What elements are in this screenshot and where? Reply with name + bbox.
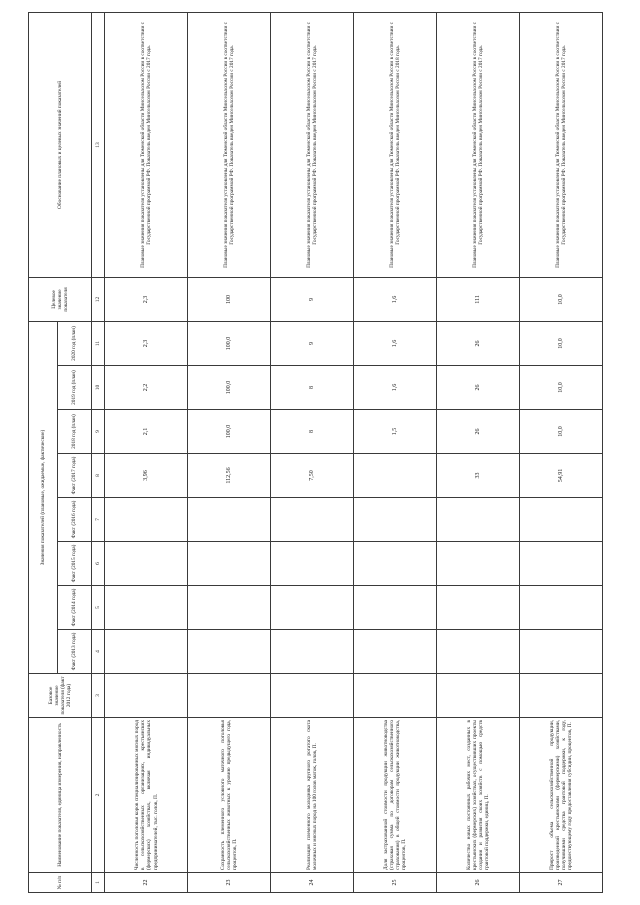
fact-2013 <box>354 630 437 674</box>
table-row <box>188 12 271 892</box>
fact-2015 <box>354 542 437 586</box>
fact-2017: 33 <box>437 454 520 498</box>
row-number: 26 <box>437 873 520 893</box>
fact-2017 <box>354 454 437 498</box>
table-row <box>354 12 437 892</box>
base-value <box>271 674 354 718</box>
column-index: 9 <box>92 410 105 454</box>
fact-2017: 3,96 <box>105 454 188 498</box>
row-number: 24 <box>271 873 354 893</box>
header-year: Факт (2017 года) <box>57 454 91 498</box>
target-value: 100 <box>188 277 271 321</box>
fact-2015 <box>520 542 603 586</box>
indicator-name: Сохранность племенного условного маточного поголовья сельскохозяйственных животных к уровню предыдущего года, процентов, П. <box>188 718 271 873</box>
row-number: 25 <box>354 873 437 893</box>
indicator-name: Численность поголовья коров специализированных мясных пород в сельскохозяйственных организациях, крестьянских (фермерских) хозяйствах, включая индивидуальных предпринимателей, тыс. голов, П. <box>105 718 188 873</box>
plan-2019: 2,2 <box>105 366 188 410</box>
base-value <box>520 674 603 718</box>
plan-2020: 1,6 <box>354 321 437 365</box>
base-value <box>188 674 271 718</box>
base-value <box>105 674 188 718</box>
fact-2016 <box>354 498 437 542</box>
fact-2016 <box>520 498 603 542</box>
target-value: 1,6 <box>354 277 437 321</box>
target-value: 2,3 <box>105 277 188 321</box>
target-value: 9 <box>271 277 354 321</box>
column-index: 4 <box>92 630 105 674</box>
column-index: 3 <box>92 674 105 718</box>
basis-text: Плановые значения показателя установлены для Тюменской области Минсельхозом России в соответствии с Государственной программой РФ. Показатель введен Минсельхозом России с 2017 года. <box>188 12 271 277</box>
plan-2020: 9 <box>271 321 354 365</box>
indicator-name: Реализация племенного молодняка крупного рогатого скота молочных и мясных пород на 100 голов маток, голов, П. <box>271 718 354 873</box>
target-value: 10,0 <box>520 277 603 321</box>
header-year: Факт (2014 года) <box>57 586 91 630</box>
header-target: Целевое значение показателя <box>29 277 92 321</box>
base-value <box>437 674 520 718</box>
fact-2014 <box>437 586 520 630</box>
header-year: Факт (2015 года) <box>57 542 91 586</box>
header-basis: Обоснование плановых и целевых значений показателей <box>29 12 92 277</box>
header-row-1 <box>29 12 58 892</box>
header-values-group: Значения показателей (плановые, ожидаемые, фактические) <box>29 321 58 673</box>
fact-2014 <box>271 586 354 630</box>
plan-2020: 2,3 <box>105 321 188 365</box>
table-row <box>271 12 354 892</box>
column-index: 6 <box>92 542 105 586</box>
column-index: 13 <box>92 12 105 277</box>
basis-text: Плановые значения показателя установлены для Тюменской области Минсельхозом России в соответствии с Государственной программой РФ. Показатель введен Минсельхозом России с 2017 года. <box>520 12 603 277</box>
basis-text: Плановые значения показателя установлены для Тюменской области Минсельхозом России в соответствии с Государственной программой РФ. Показатель введен Минсельхозом России с 2017 года. <box>437 12 520 277</box>
column-index: 1 <box>92 873 105 893</box>
indicator-name: Доля застрахованной стоимости продукции животноводства (страховая сумма по договорам сельскохозяйственного страхования) в общей стоимости продукции животноводства, процентов, П. <box>354 718 437 873</box>
fact-2015 <box>188 542 271 586</box>
fact-2013 <box>271 630 354 674</box>
basis-text: Плановые значения показателя установлены для Тюменской области Минсельхозом России в соответствии с Государственной программой РФ. Показатель введен Минсельхозом России с 2018 года. <box>354 12 437 277</box>
target-value: 111 <box>437 277 520 321</box>
plan-2019: 8 <box>271 366 354 410</box>
plan-2019: 1,6 <box>354 366 437 410</box>
fact-2013 <box>105 630 188 674</box>
column-index-row <box>92 12 105 892</box>
row-number: 27 <box>520 873 603 893</box>
column-index: 12 <box>92 277 105 321</box>
fact-2013 <box>520 630 603 674</box>
row-number: 23 <box>188 873 271 893</box>
fact-2014 <box>105 586 188 630</box>
header-no: № п/п <box>29 873 92 893</box>
fact-2014 <box>188 586 271 630</box>
header-base: Базовое значение показателя (факт 2012 года) <box>29 674 92 718</box>
plan-2019: 10,0 <box>520 366 603 410</box>
table-row <box>105 12 188 892</box>
fact-2013 <box>188 630 271 674</box>
header-year: 2018 год (план) <box>57 410 91 454</box>
plan-2019: 100,0 <box>188 366 271 410</box>
column-index: 10 <box>92 366 105 410</box>
column-index: 8 <box>92 454 105 498</box>
fact-2013 <box>437 630 520 674</box>
fact-2014 <box>354 586 437 630</box>
rotated-table-sheet <box>28 13 603 893</box>
plan-2018: 26 <box>437 410 520 454</box>
header-year: Факт (2013 года) <box>57 630 91 674</box>
plan-2019: 26 <box>437 366 520 410</box>
indicator-name: Количество новых постоянных рабочих мест, созданных в крестьянских (фермерских) хозяйствах, осуществивших проекты создания и развития своих хозяйств с помощью средств грантовой поддержки, единиц, П. <box>437 718 520 873</box>
column-index: 7 <box>92 498 105 542</box>
column-index: 11 <box>92 321 105 365</box>
indicators-table <box>28 12 603 893</box>
table-row <box>437 12 520 892</box>
fact-2016 <box>105 498 188 542</box>
plan-2020: 10,0 <box>520 321 603 365</box>
fact-2017: 7,50 <box>271 454 354 498</box>
plan-2018: 8 <box>271 410 354 454</box>
fact-2015 <box>271 542 354 586</box>
header-year: Факт (2016 года) <box>57 498 91 542</box>
plan-2020: 26 <box>437 321 520 365</box>
plan-2018: 100,0 <box>188 410 271 454</box>
plan-2018: 1,5 <box>354 410 437 454</box>
plan-2018: 2,1 <box>105 410 188 454</box>
plan-2018: 10,0 <box>520 410 603 454</box>
fact-2016 <box>188 498 271 542</box>
header-year: 2020 год (план) <box>57 321 91 365</box>
fact-2017: 112,56 <box>188 454 271 498</box>
column-index: 2 <box>92 718 105 873</box>
fact-2016 <box>271 498 354 542</box>
fact-2017: 54,91 <box>520 454 603 498</box>
header-year: 2019 год (план) <box>57 366 91 410</box>
indicator-name: Прирост объема сельскохозяйственной продукции, произведенной крестьянскими (фермерскими) хозяйствами, получившими средства грантовой поддержки, к году, предшествующему году предоставления субсидии, процентов, П. <box>520 718 603 873</box>
table-row <box>520 12 603 892</box>
basis-text: Плановые значения показателя установлены для Тюменской области Минсельхозом России в соответствии с Государственной программой РФ. Показатель введен Минсельхозом России с 2017 года. <box>271 12 354 277</box>
base-value <box>354 674 437 718</box>
basis-text: Плановые значения показателя установлены для Тюменской области Минсельхозом России в соответствии с Государственной программой РФ. Показатель введен Минсельхозом России с 2017 года. <box>105 12 188 277</box>
column-index: 5 <box>92 586 105 630</box>
fact-2016 <box>437 498 520 542</box>
row-number: 22 <box>105 873 188 893</box>
fact-2015 <box>105 542 188 586</box>
fact-2014 <box>520 586 603 630</box>
header-indicator: Наименование показателя, единица измерения, направленность <box>29 718 92 873</box>
fact-2015 <box>437 542 520 586</box>
plan-2020: 100,0 <box>188 321 271 365</box>
